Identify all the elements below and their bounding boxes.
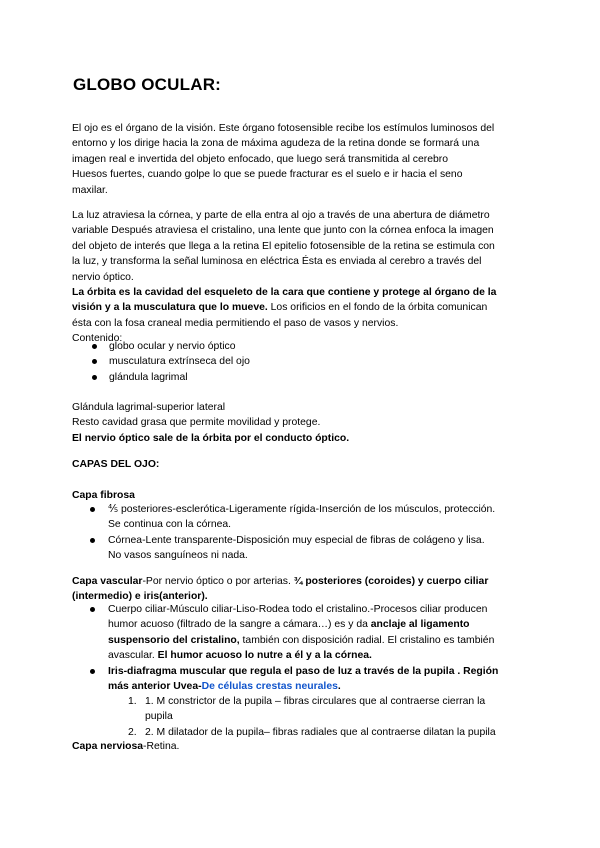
list-item: 1. 1. M constrictor de la pupila – fibras circulares que al contraerse cierran la pupila <box>128 696 486 723</box>
text-line: maxilar. <box>72 184 108 196</box>
luz-paragraph <box>72 208 537 285</box>
list-item: Córnea-Lente transparente-Disposición muy especial de fibras de colágeno y lisa. No vasos sanguíneos ni nada. <box>90 533 530 564</box>
list-item: ⅘ posteriores-esclerótica-Ligeramente rígida-Inserción de los músculos, protección. Se continua con la córnea. <box>90 502 530 533</box>
text-line: variable Después atraviesa el cristalino, una lente que junto con la córnea enfoca la imagen <box>72 225 494 237</box>
orbita-paragraph <box>72 285 537 347</box>
vascular-paragraph: Capa vascular-Por nervio óptico o por arterias. ¾ posteriores (coroides) y cuerpo ciliar (intermedio) e iris(anterior). <box>72 576 489 603</box>
fibrosa-heading: Capa fibrosa <box>72 490 135 501</box>
bullet-icon <box>92 359 97 364</box>
text-line: El ojo es el órgano de la visión. Este órgano fotosensible recibe los estímulos luminosos del <box>72 123 495 134</box>
vascular-list <box>90 602 540 694</box>
bullet-icon <box>92 375 97 380</box>
muscle-list <box>128 694 548 740</box>
vascular-heading: Capa vascular <box>72 576 143 587</box>
text-line: imagen real e invertida del objeto enfocado, que luego será transmitida al cerebro <box>72 153 449 165</box>
contenido-label: Contenido: <box>72 333 123 345</box>
bullet-icon <box>90 607 95 612</box>
orbita-text: Los orificios en el fondo de la órbita comunican <box>267 302 488 314</box>
nerviosa-paragraph: Capa nerviosa-Retina. <box>72 741 180 752</box>
text-line: Huesos fuertes, cuando golpe lo que se puede fracturar es el suelo e ir hacia el seno <box>72 169 463 181</box>
list-item: Cuerpo ciliar-Músculo ciliar-Liso-Rodea todo el cristalino.-Procesos ciliar producen humor acuoso (filtrado de la sangre a cámara…) es y da anclaje al ligamento suspensorio del cristalino, también con disposición radial. El cristalino es también avascular. El humor acuoso lo nutre a él y a la córnea. <box>90 602 540 664</box>
orbita-bold-end: visión y a la musculatura que lo mueve. <box>72 302 268 314</box>
text-line: nervio óptico. <box>72 271 134 283</box>
extra-paragraph <box>72 400 537 446</box>
document-page: GLOBO OCULAR: El ojo es el órgano de la visión. Este órgano fotosensible recibe los estímulos luminosos del entorno y los dirige hacia la zona de máxima agudeza de la retina donde se formará una imagen real e invertida del objeto enfocado, que luego será transmitida al cerebro Huesos fuertes, cuando golpe lo que se puede fracturar es el suelo e ir hacia el seno maxilar. La luz atraviesa la córnea, y parte de ella entra al ojo a través de una abertura de diámetro variable Después atraviesa el cristalino, una lente que junto con la córnea enfoca la imagen del objeto de interés que llega a la retina El epitelio fotosensible de la retina se estimula con la luz, y transforma la señal luminosa en eléctrica Ésta es enviada al cerebro a través del nervio óptico. La órbita es la cavidad del esqueleto de la cara que contiene y protege al órgano de la visión y a la musculatura que lo mueve. Los orificios en el fondo de la órbita comunican ésta con la fosa craneal media permitiendo el paso de vasos y nervios. Contenido: globo ocular y nervio óptico musculatura extrínseca del ojo glándula lagrimal Glándula lagrimal-superior lateral Resto cavidad grasa que permite movilidad y protege. El nervio óptico sale de la órbita por el conducto óptico. CAPAS DEL OJO: Capa fibrosa ⅘ posteriores-esclerótica-Ligeramente rígida-Inserción de los músculos, protección. Se continua con la córnea. Córnea-Lente transparente-Disposición muy especial de fibras de colágeno y lisa. No vasos sanguíneos ni nada. Capa vascular-Por nervio óptico o por arterias. ¾ posteriores (coroides) y cuerpo ciliar (intermedio) e iris(anterior). Cuerpo ciliar-Músculo ciliar-Liso-Rodea todo el cristalino.-Procesos ciliar producen humor acuoso (filtrado de la sangre a cámara…) es y da anclaje al ligamento suspensorio del cristalino, también con disposición radial. El cristalino es también avascular. El humor acuoso lo nutre a él y a la córnea. Iris-diafragma muscular que regula el paso de luz a través de la pupila . Región más anterior Uvea-De células crestas neurales. 1. 1. M constrictor de la pupila – fibras circulares que al contraerse cierran la pupila 2. 2. M dilatador de la pupila– fibras radiales que al contraerse dilatan la pupila Capa nerviosa-Retina. <box>0 0 600 848</box>
text-line: del objeto de interés que llega a la retina El epitelio fotosensible de la retina se estimula con <box>72 240 495 252</box>
glandula-line: Glándula lagrimal-superior lateral <box>72 402 226 413</box>
text-line: entorno y los dirige hacia la zona de máxima agudeza de la retina donde se formará una <box>72 138 480 150</box>
page-title: GLOBO OCULAR: <box>73 75 222 94</box>
intro-paragraph <box>72 121 537 198</box>
capas-heading: CAPAS DEL OJO: <box>72 459 160 470</box>
text-line: la luz, y transforma la señal luminosa en eléctrica Ésta es enviada al cerebro a través del <box>72 256 482 268</box>
bullet-icon <box>90 507 95 512</box>
nervio-line: El nervio óptico sale de la órbita por el conducto óptico. <box>72 432 350 444</box>
fibrosa-list <box>90 502 530 564</box>
list-item: 2. 2. M dilatador de la pupila– fibras radiales que al contraerse dilatan la pupila <box>128 726 496 738</box>
resto-line: Resto cavidad grasa que permite movilidad y protege. <box>72 417 321 429</box>
text-line: La luz atraviesa la córnea, y parte de ella entra al ojo a través de una abertura de diámetro <box>72 210 490 221</box>
neural-crest-link: De células crestas neurales <box>201 680 338 692</box>
list-item: Iris-diafragma muscular que regula el paso de luz a través de la pupila . Región más anterior Uvea-De células crestas neurales. <box>90 664 540 695</box>
bullet-icon <box>90 669 95 674</box>
bullet-icon <box>90 538 95 543</box>
orbita-bold-line: La órbita es la cavidad del esqueleto de la cara que contiene y protege al órgano de la <box>72 287 497 298</box>
nerviosa-heading: Capa nerviosa <box>72 741 144 752</box>
bullet-icon <box>92 344 97 349</box>
text-line: ésta con la fosa craneal media permitiendo el paso de vasos y nervios. <box>72 317 399 329</box>
